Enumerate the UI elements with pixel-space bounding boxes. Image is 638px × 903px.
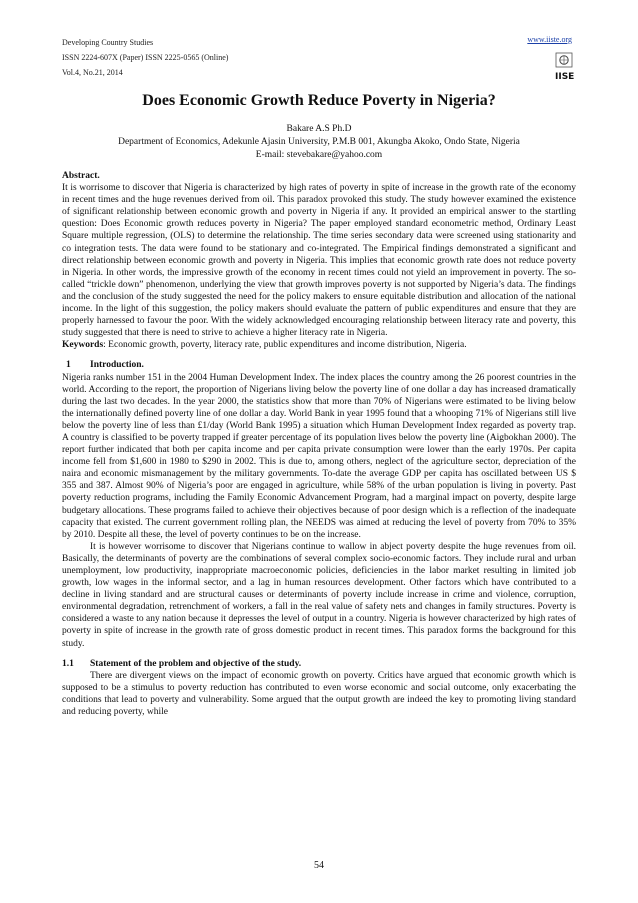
author-affiliation: Department of Economics, Adekunle Ajasin University, P.M.B 001, Akungba Akoko, Ondo State, Nigeria bbox=[118, 137, 520, 147]
journal-header bbox=[62, 35, 228, 80]
journal-issn: ISSN 2224-607X (Paper) ISSN 2225-0565 (Online) bbox=[62, 53, 229, 62]
paper-body bbox=[62, 170, 576, 718]
journal-url-link[interactable]: www.iiste.org bbox=[527, 35, 572, 44]
author-email: E-mail: stevebakare@yahoo.com bbox=[255, 150, 383, 160]
page-number: 54 bbox=[314, 860, 324, 871]
abstract-heading: Abstract. bbox=[62, 171, 100, 181]
intro-paragraph-2: It is however worrisome to discover that Nigerians continue to wallow in abject poverty despite the huge revenues from oil. Basically, the determinants of poverty are the combinations of several complex socio-economic factors. They include rural and urban unemployment, low productivity, inappropriate macroeconomic policies, deficiencies in the labor market resulting in limited job growth, low wages in the informal sector, and a lag in human resources development. Other factors which have contributed to a decline in living standard and are structural causes or determinants of poverty include increase in crime and violence, corruption, environmental degradation, retrenchment of workers, a fall in the real value of safety nets and changes in family structures. Poverty is considered a waste to any nation because it depresses the level of output in a country. Nigeria is however characterized by high rates of poverty in spite of increase in the growth rate of gross domestic product in recent times. This paradox forms the background for this study. bbox=[62, 541, 576, 649]
logo-text: IISE bbox=[555, 72, 574, 82]
author-block bbox=[62, 123, 576, 162]
section-1-1-title: Statement of the problem and objective of the study. bbox=[90, 658, 302, 669]
section-1-1-number: 1.1 bbox=[62, 658, 74, 669]
author-name: Bakare A.S Ph.D bbox=[286, 124, 352, 134]
keywords-line bbox=[62, 339, 576, 351]
iiste-logo bbox=[554, 52, 574, 82]
section-1-1-heading bbox=[62, 658, 576, 670]
section-1-number: 1 bbox=[66, 360, 71, 371]
intro-paragraph-1: Nigeria ranks number 151 in the 2004 Human Development Index. The index places the country among the 26 poorest countries in the world. According to the report, the proportion of Nigerians living below the poverty line of one dollar a day has increased dramatically during the last two decades. In the year 2000, the statistics show that more than 70% of Nigerians were estimated to be living below the internationally defined poverty line of one dollar a day. World Bank in year 1995 found that a whooping 71% of Nigerians still live below the poverty line of less than £1/day (World Bank 1995) a situation which Human Development Index regarded as poverty trap. A country is classified to be poverty trapped if greater percentage of its population lives below the poverty line (Aigbokhan 2000). The report further indicated that both per capita income and per capita private consumption were lower than the early 1970s. Per capita income fell from $1,600 in 1980 to $290 in 2002. This is due to, among others, neglect of the agriculture sector, depreciation of the naira and economic mismanagement by the military governments. To-date the average GDP per capita has oscillated between US $ 355 and 387. Almost 90% of Nigeria’s poor are engaged in agriculture, while 58% of the urban population is living in poverty. Past poverty reduction programs, including the Family Economic Advancement Program, had a marginal impact on poverty, despite large budgetary allocations. These programs failed to achieve their objectives because of poor design which is a reflection of the inadequate capacity that existed. The current government rolling plan, the NEEDS was aimed at reducing the level of poverty from 70% to 35% by 2010. Despite all these, the level of poverty continues to be on the increase. bbox=[62, 372, 576, 540]
journal-name: Developing Country Studies bbox=[62, 38, 154, 47]
keywords-text: : Economic growth, poverty, literacy rate, public expenditures and income distribution, Nigeria. bbox=[103, 340, 467, 351]
paper-title: Does Economic Growth Reduce Poverty in Nigeria? bbox=[142, 92, 496, 109]
journal-volume: Vol.4, No.21, 2014 bbox=[62, 68, 123, 77]
section-1-1-paragraph-1: There are divergent views on the impact of economic growth on poverty. Critics have argued that economic growth which is supposed to be a stimulus to poverty reduction has contributed to even worse economic and social outcome, only exacerbating the conditions that lead to poverty and vulnerability. Some argued that the output growth are indeed the key to promoting living standard and reducing poverty, while bbox=[62, 670, 576, 718]
keywords-label: Keywords bbox=[62, 340, 104, 351]
section-1-title: Introduction. bbox=[90, 360, 144, 371]
section-1-heading bbox=[62, 359, 576, 371]
abstract-text: It is worrisome to discover that Nigeria is characterized by high rates of poverty in spite of increase in the growth rate of the economy in recent times and the huge revenues derived from oil. This paradox provoked this study. The study however examined the existence of significant relationship between economic growth and poverty in Nigeria if any. It provided an empirical answer to the startling question: Does Economic growth reduces poverty in Nigeria? The paper employed standard econometric method, Ordinary Least Square multiple regression, (OLS) to determine the relationship. The time series secondary data were screened using stationarity and co integration tests. The data were found to be stationary and co-integrated. The Empirical findings demonstrated a significant and direct relationship between economic growth and poverty in Nigeria. This implies that economic growth rate does not reduce poverty in Nigeria. In other words, the impressive growth of the economy in recent times could not yield an improvement in poverty. The so-called “trickle down” phenomenon, underlying the view that growth improves poverty is not supported by Nigeria’s data. The findings and the conclusion of the study suggested the need for the policy makers to ensure equitable distribution and allocation of the national income. In the light of this suggestion, the policy makers should evaluate the pattern of public expenditures and ensure that they are properly harnessed to favour the poor. With the widely acknowledged encouraging relationship between literacy rate and poverty, this study suggested that there is need to strive to achieve a higher literacy rate in Nigeria. bbox=[62, 183, 576, 339]
